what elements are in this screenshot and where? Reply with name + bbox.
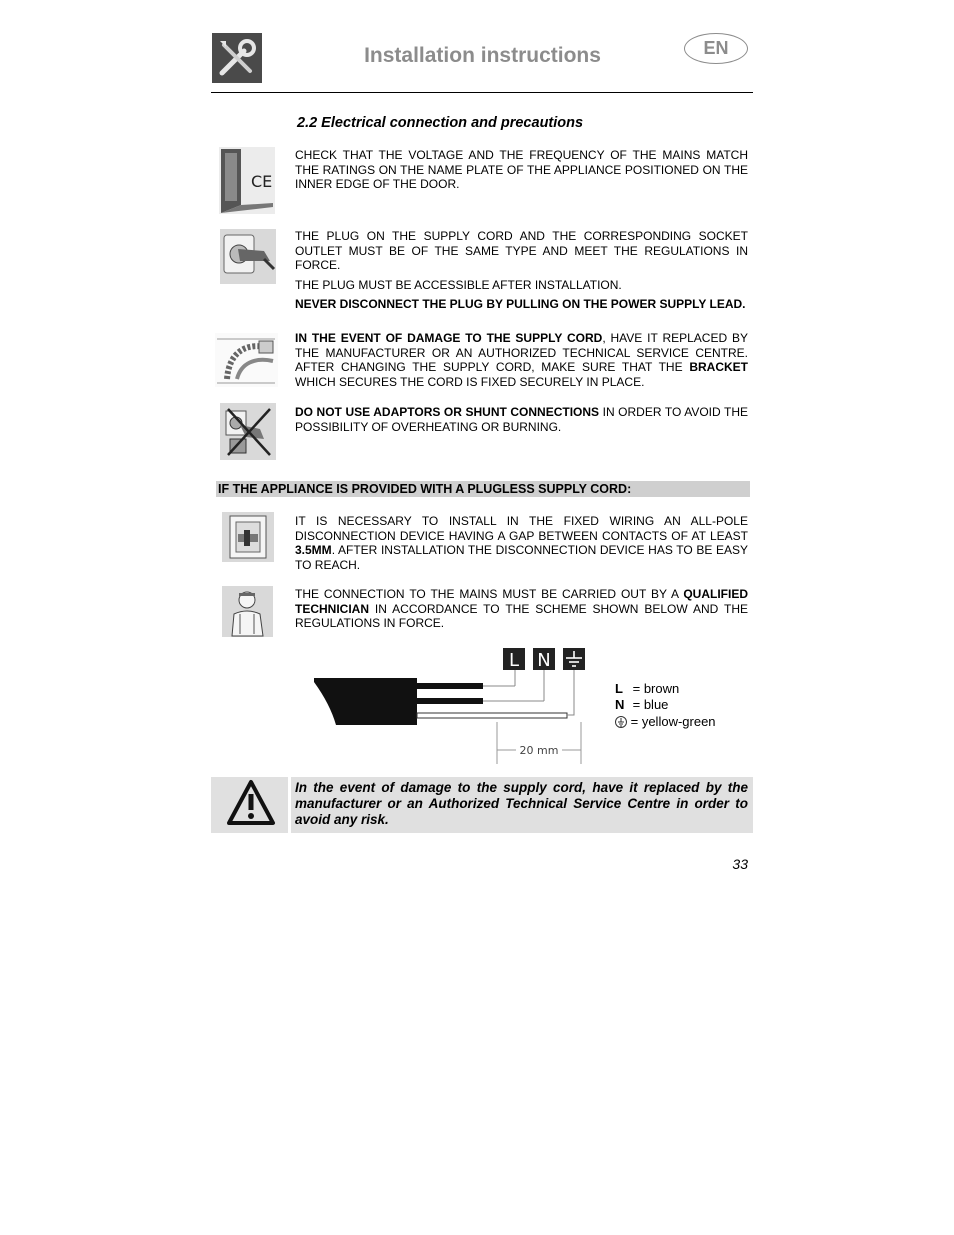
technician-text: [295, 587, 748, 631]
all-pole-text-1: IT IS NECESSARY TO INSTALL IN THE FIXED WIRING AN ALL-POLE DISCONNECTION DEVICE HAVING A GAP BETWEEN CONTACTS OF AT LEAST: [295, 514, 748, 543]
cord-bracket-illustration: [215, 333, 278, 387]
bracket-word: BRACKET: [689, 360, 748, 374]
cord-damage-rest-1: , HAVE IT REPLACED BY THE MANUFACTURER OR AN AUTHORIZED TECHNICAL SERVICE CENTRE. AFTER CHANGING THE SUPPLY CORD, MAKE SURE THAT THE: [295, 331, 748, 374]
warning-icon-panel: [211, 777, 288, 833]
terminal-l-label: L: [508, 650, 520, 671]
plug-accessible-text: THE PLUG MUST BE ACCESSIBLE AFTER INSTALLATION.: [295, 278, 622, 292]
earth-circle-icon: [615, 716, 627, 728]
wiring-diagram: [310, 644, 600, 768]
voltage-check-text: CHECK THAT THE VOLTAGE AND THE FREQUENCY OF THE MAINS MATCH THE RATINGS ON THE NAME PLATE OF THE APPLIANCE POSITIONED ON THE INNER EDGE OF THE DOOR.: [295, 148, 748, 191]
legend-value-brown: = brown: [632, 681, 680, 696]
disconnection-switch-illustration: [222, 512, 274, 562]
name-plate-illustration: [219, 147, 275, 214]
qualified-technician: QUALIFIED TECHNICIAN: [295, 587, 748, 616]
cord-damage-text: [295, 331, 748, 389]
tools-icon: [212, 33, 262, 83]
technician-text-2: IN ACCORDANCE TO THE SCHEME SHOWN BELOW AND THE REGULATIONS IN FORCE.: [295, 601, 748, 630]
all-pole-text: [295, 514, 748, 572]
section-title: 2.2 Electrical connection and precautions: [297, 115, 584, 131]
no-adaptors-illustration: [220, 403, 276, 460]
gap-value: 3.5MM: [295, 543, 332, 557]
plug-type-text: THE PLUG ON THE SUPPLY CORD AND THE CORRESPONDING SOCKET OUTLET MUST BE OF THE SAME TYPE AND MEET THE REGULATIONS IN FORCE.: [295, 229, 748, 272]
header-divider: [211, 92, 753, 93]
legend-blue: [615, 697, 668, 712]
plugless-cord-banner: IF THE APPLIANCE IS PROVIDED WITH A PLUGLESS SUPPLY CORD:: [216, 481, 750, 497]
all-pole-text-2: . AFTER INSTALLATION THE DISCONNECTION DEVICE HAS TO BE EASY TO REACH.: [295, 543, 748, 572]
dimension-label: 20 mm: [519, 744, 559, 757]
legend-value-blue: = blue: [632, 697, 669, 712]
terminal-n-label: N: [537, 650, 551, 671]
cord-damage-rest-2: WHICH SECURES THE CORD IS FIXED SECURELY IN PLACE.: [295, 374, 645, 389]
legend-brown: [615, 681, 679, 696]
legend-value-yellow-green: = yellow-green: [630, 714, 716, 729]
technician-illustration: [222, 586, 273, 637]
plug-socket-illustration: [220, 229, 276, 284]
never-disconnect-text: NEVER DISCONNECT THE PLUG BY PULLING ON THE POWER SUPPLY LEAD.: [295, 297, 746, 311]
no-adaptors-rest: IN ORDER TO AVOID THE POSSIBILITY OF OVERHEATING OR BURNING.: [295, 405, 749, 434]
page-number: 33: [732, 856, 748, 872]
no-adaptors-bold: DO NOT USE ADAPTORS OR SHUNT CONNECTIONS: [295, 405, 600, 419]
legend-key-n: N: [615, 697, 625, 712]
warning-text: In the event of damage to the supply cord, have it replaced by the manufacturer or an Authorized Technical Service Centre in order to avoid any risk.: [295, 780, 748, 827]
legend-key-l: L: [615, 681, 623, 696]
page-title: Installation instructions: [364, 44, 601, 67]
cord-damage-bold: IN THE EVENT OF DAMAGE TO THE SUPPLY CORD: [295, 331, 603, 345]
svg-text:CE: CE: [251, 172, 273, 191]
legend-yellow-green: [615, 714, 716, 729]
language-badge: EN: [684, 33, 748, 64]
technician-text-1: THE CONNECTION TO THE MAINS MUST BE CARRIED OUT BY A: [295, 587, 684, 601]
no-adaptors-text: [295, 405, 748, 434]
warning-triangle-icon: [211, 777, 288, 833]
